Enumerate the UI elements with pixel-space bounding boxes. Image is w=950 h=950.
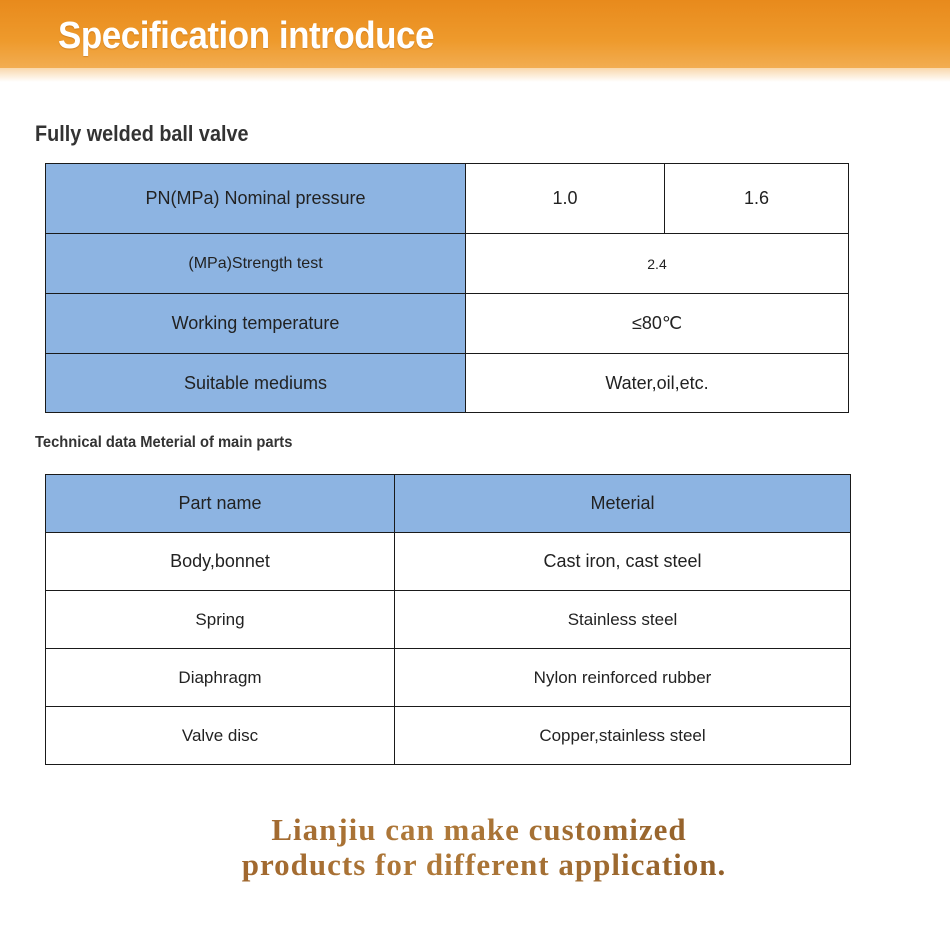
table-row: [46, 354, 849, 413]
spec-label-working-temperature: Working temperature: [46, 294, 466, 354]
material-cell: Stainless steel: [395, 591, 851, 649]
table-row: [46, 707, 851, 765]
material-cell: Nylon reinforced rubber: [395, 649, 851, 707]
material-cell: Copper,stainless steel: [395, 707, 851, 765]
table-header-row: [46, 475, 851, 533]
table-row: [46, 234, 849, 294]
material-cell: Cast iron, cast steel: [395, 533, 851, 591]
part-name-cell: Body,bonnet: [46, 533, 395, 591]
slogan-line-2: products for different application.: [0, 847, 950, 882]
table-row: [46, 294, 849, 354]
spec-label-suitable-mediums: Suitable mediums: [46, 354, 466, 413]
material-table: [45, 474, 851, 765]
spec-value-strength-test: 2.4: [466, 234, 849, 294]
part-name-cell: Spring: [46, 591, 395, 649]
spec-label-nominal-pressure: PN(MPa) Nominal pressure: [46, 164, 466, 234]
banner-title: Specification introduce: [58, 15, 434, 57]
column-header-part-name: Part name: [46, 475, 395, 533]
spec-value-suitable-mediums: Water,oil,etc.: [466, 354, 849, 413]
spec-table: [45, 163, 849, 413]
spec-value-pressure-2: 1.6: [665, 164, 849, 234]
part-name-cell: Valve disc: [46, 707, 395, 765]
part-name-cell: Diaphragm: [46, 649, 395, 707]
column-header-material: Meterial: [395, 475, 851, 533]
spec-label-strength-test: (MPa)Strength test: [46, 234, 466, 294]
material-section-title: Technical data Meterial of main parts: [35, 434, 293, 451]
spec-section-title: Fully welded ball valve: [35, 121, 249, 146]
slogan: [0, 812, 950, 882]
table-row: [46, 533, 851, 591]
header-banner: [0, 0, 950, 68]
spec-value-pressure-1: 1.0: [466, 164, 665, 234]
table-row: [46, 649, 851, 707]
slogan-line-1: Lianjiu can make customized: [0, 812, 950, 847]
spec-value-working-temperature: ≤80℃: [466, 294, 849, 354]
table-row: [46, 164, 849, 234]
table-row: [46, 591, 851, 649]
